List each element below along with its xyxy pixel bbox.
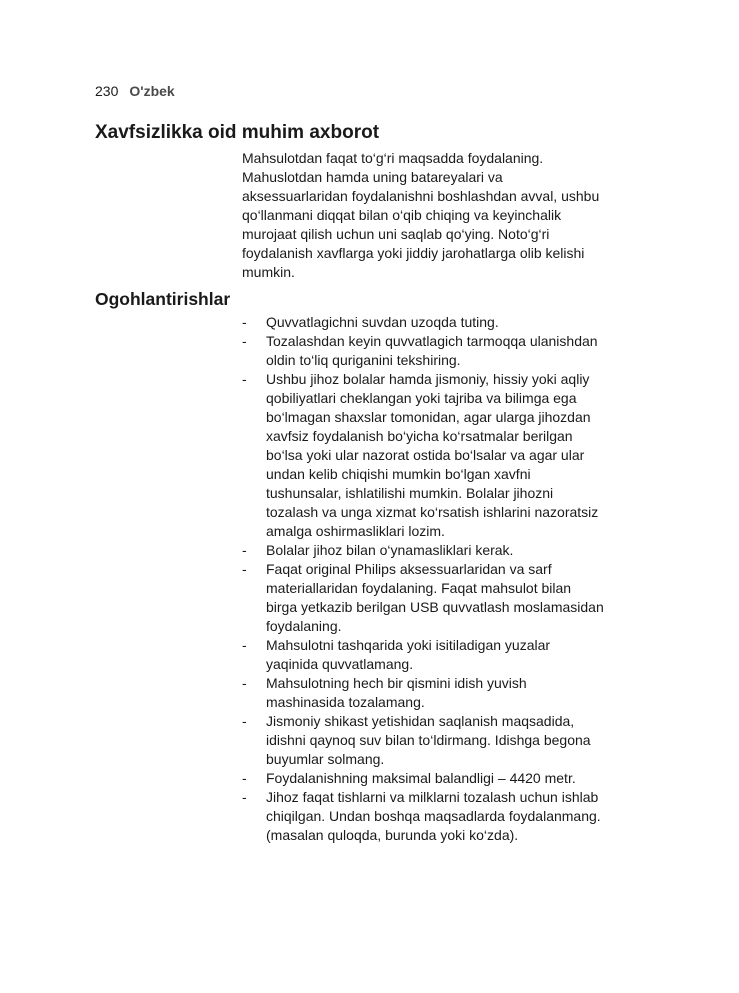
list-item <box>242 769 652 788</box>
bullet-dash: - <box>242 333 247 349</box>
list-item-text: Quvvatlagichni suvdan uzoqda tuting. <box>266 314 499 330</box>
list-item <box>242 332 652 370</box>
list-item <box>242 788 652 845</box>
bullet-dash: - <box>242 371 247 387</box>
bullet-dash: - <box>242 713 247 729</box>
list-item-text: Jihoz faqat tishlarni va milklarni tozalash uchun ishlab chiqilgan. Undan boshqa maqsadlarda foydalanmang. (masalan quloqda, burunda yoki ko‘zda). <box>266 789 601 843</box>
list-item <box>242 541 652 560</box>
page-header <box>95 82 175 100</box>
list-item-text: Jismoniy shikast yetishidan saqlanish maqsadida, idishni qaynoq suv bilan to‘ldirmang. Idishga begona buyumlar solmang. <box>266 713 591 767</box>
list-item <box>242 712 652 769</box>
bullet-dash: - <box>242 789 247 805</box>
bullet-dash: - <box>242 770 247 786</box>
list-item-text: Ushbu jihoz bolalar hamda jismoniy, hissiy yoki aqliy qobiliyatlari cheklangan yoki tajriba va bilimga ega bo‘lmagan shaxslar tomonidan, agar ularga jihozdan xavfsiz foydalanish bo‘yicha ko‘rsatmalar berilgan bo‘lsa yoki ular nazorat ostida bo‘lsalar va agar ular undan kelib chiqishi mumkin bo‘lgan xavfni tushunsalar, ishlatilishi mumkin. Bolalar jihozni tozalash va unga xizmat ko‘rsatish ishlarini nazoratsiz amalga oshirmasliklari lozim. <box>266 371 599 539</box>
page-number: 230 <box>95 83 119 99</box>
warnings-title: Ogohlantirishlar <box>95 289 231 309</box>
list-item <box>242 636 652 674</box>
list-item <box>242 313 652 332</box>
bullet-dash: - <box>242 561 247 577</box>
section-title: Xavfsizlikka oid muhim axborot <box>95 122 380 143</box>
list-item-text: Mahsulotni tashqarida yoki isitiladigan yuzalar yaqinida quvvatlamang. <box>266 637 551 672</box>
list-item-text: Foydalanishning maksimal balandligi – 4420 metr. <box>266 770 576 786</box>
list-item-text: Faqat original Philips aksessuarlaridan va sarf materiallaridan foydalaning. Faqat mahsulot bilan birga yetkazib berilgan USB quvvatlash moslamasidan foydalaning. <box>266 561 604 634</box>
bullet-dash: - <box>242 314 247 330</box>
language-label: O'zbek <box>129 83 175 99</box>
list-item-text: Bolalar jihoz bilan o‘ynamasliklari kerak. <box>266 542 514 558</box>
list-item-text: Tozalashdan keyin quvvatlagich tarmoqqa ulanishdan oldin to‘liq quriganini tekshiring. <box>266 333 598 368</box>
intro-paragraph: Mahsulotdan faqat to‘g‘ri maqsadda foydalaning. Mahuslotdan hamda uning batareyalari va aksessuarlaridan foydalanishni boshlashdan avval, ushbu qo‘llanmani diqqat bilan o‘qib chiqing va keyinchalik murojaat qilish uchun uni saqlab qo‘ying. Noto‘g‘ri foydalanish xavflarga yoki jiddiy jarohatlarga olib kelishi mumkin. <box>242 150 600 280</box>
list-item-text: Mahsulotning hech bir qismini idish yuvish mashinasida tozalamang. <box>266 675 527 710</box>
bullet-dash: - <box>242 675 247 691</box>
list-item <box>242 560 652 636</box>
warnings-list <box>242 313 652 845</box>
bullet-dash: - <box>242 637 247 653</box>
bullet-dash: - <box>242 542 247 558</box>
list-item <box>242 674 652 712</box>
list-item <box>242 370 652 541</box>
